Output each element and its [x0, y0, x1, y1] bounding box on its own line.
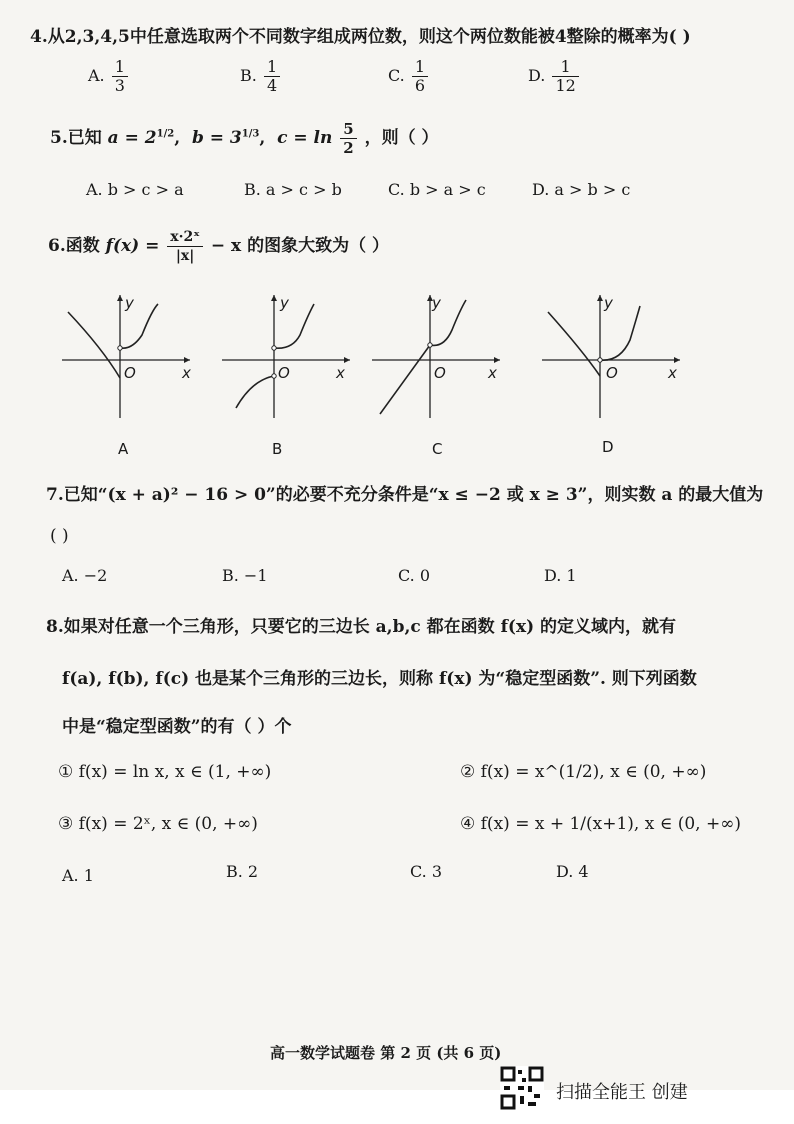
graph-c-origin: O	[434, 364, 446, 382]
q7-option-c: C. 0	[398, 566, 431, 585]
q4-option-a: A. $\frac{1}{3}$	[88, 58, 130, 95]
qr-code-icon	[500, 1066, 544, 1110]
q8-option-d: D. 4	[556, 862, 589, 881]
graph-b-y-label: y	[280, 294, 289, 312]
q8-line-2: f(a), f(b), f(c) 也是某个三角形的三边长，则称 f(x) 为“稳定型函数”. 则下列函数	[62, 669, 697, 689]
q5-option-b: B. a > c > b	[244, 180, 342, 199]
graph-b-origin: O	[278, 364, 290, 382]
graph-b-x-label: x	[336, 364, 345, 382]
graph-d-x-label: x	[668, 364, 677, 382]
q7-option-b: B. −1	[222, 566, 268, 585]
q4-option-b: B. $\frac{1}{4}$	[240, 58, 282, 95]
q8-option-a: A. 1	[62, 866, 94, 885]
page-footer: 高一数学试题卷 第 2 页 (共 6 页)	[270, 1044, 502, 1062]
q5-option-a: A. b > c > a	[86, 180, 184, 199]
q4-stem: 4.从2,3,4,5中任意选取两个不同数字组成两位数，则这个两位数能被4整除的概率为( )	[30, 27, 691, 47]
q8-item-3: ③ f(x) = 2ˣ, x ∈ (0, +∞)	[58, 814, 258, 834]
graph-c-x-label: x	[488, 364, 497, 382]
graph-c-label: C	[432, 440, 443, 458]
graph-a-y-label: y	[125, 294, 134, 312]
scanner-credit: 扫描全能王 创建	[556, 1082, 688, 1103]
graph-b-label: B	[272, 440, 283, 458]
q5-stem: 5.已知 $a = 2^{1/2}$, $b = 3^{1/3}$, c = ln $\frac{5}{2}$ ，则（ ）	[50, 120, 439, 157]
graph-d-label: D	[602, 438, 614, 456]
q7-option-d: D. 1	[544, 566, 577, 585]
q8-line-1: 8.如果对任意一个三角形，只要它的三边长 a,b,c 都在函数 f(x) 的定义域内，就有	[46, 617, 677, 637]
graph-a-x-label: x	[182, 364, 191, 382]
q7-stem: 7.已知“(x + a)² − 16 > 0”的必要不充分条件是“x ≤ −2 或 x ≥ 3”，则实数 a 的最大值为	[46, 485, 764, 505]
q8-line-3: 中是“稳定型函数”的有（ ）个	[62, 717, 292, 737]
q8-option-b: B. 2	[226, 862, 259, 881]
q4-option-c: C. $\frac{1}{6}$	[388, 58, 430, 95]
q4-option-d: D. $\frac{1}{12}$	[528, 58, 581, 95]
graph-a-label: A	[118, 440, 129, 458]
graph-d-origin: O	[606, 364, 618, 382]
graph-d-y-label: y	[604, 294, 613, 312]
q5-option-c: C. b > a > c	[388, 180, 486, 199]
q5-option-d: D. a > b > c	[532, 180, 631, 199]
graph-c-y-label: y	[432, 294, 441, 312]
q8-item-1: ① f(x) = ln x, x ∈ (1, +∞)	[58, 762, 272, 782]
graph-a-origin: O	[124, 364, 136, 382]
q8-option-c: C. 3	[410, 862, 443, 881]
q8-item-2: ② f(x) = x^(1/2), x ∈ (0, +∞)	[460, 762, 707, 782]
q7-option-a: A. −2	[62, 566, 108, 585]
q6-stem: 6.函数 f(x) = $\frac{\text{x·2ˣ}}{|x|}$ − x 的图象大致为（ ）	[48, 229, 389, 264]
q8-item-4: ④ f(x) = x + 1/(x+1), x ∈ (0, +∞)	[460, 814, 742, 834]
q7-paren: ( )	[50, 526, 69, 546]
